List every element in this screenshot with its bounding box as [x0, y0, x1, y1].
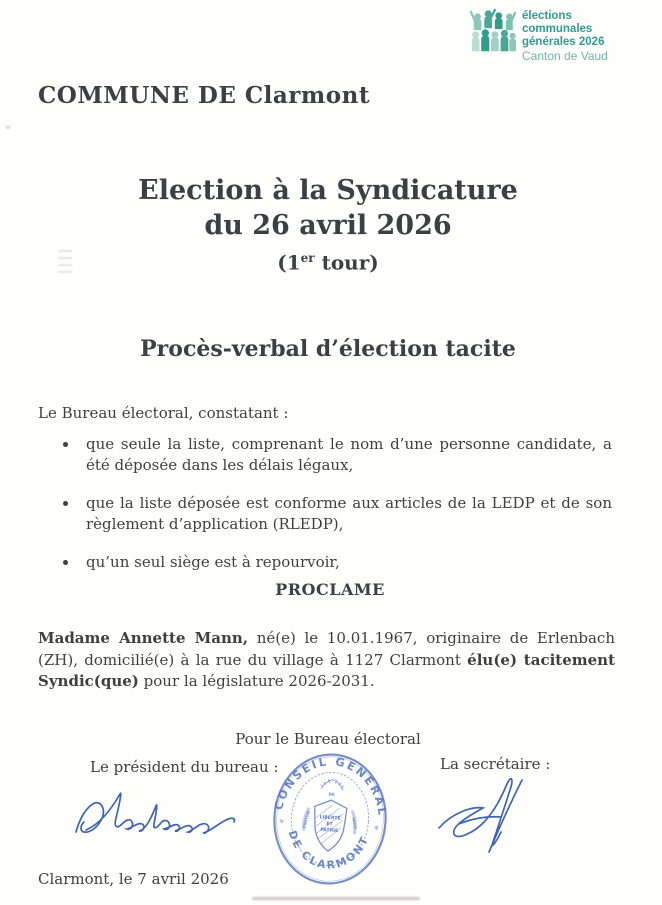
- stamp-ribbon-right: VAUD: [351, 817, 357, 830]
- subtitle: Procès-verbal d’élection tacite: [140, 336, 516, 362]
- stamp-right-star: ✳: [373, 823, 380, 833]
- intro-text: Le Bureau électoral, constatant :: [38, 404, 289, 422]
- bullet-icon: [63, 560, 68, 565]
- elected-statement: élu(e) tacitement Syndic(que): [38, 650, 616, 690]
- stamp-left-star: ✳: [278, 816, 285, 826]
- stamp-ribbon-left: CANTON: [302, 810, 311, 829]
- crowd-people-icon: [468, 6, 516, 58]
- title-line2: du 26 avril 2026: [204, 210, 452, 241]
- president-label: Le président du bureau :: [90, 758, 279, 776]
- title-line3-sup: er: [300, 251, 315, 265]
- bullet-icon: [63, 501, 68, 506]
- title-line3-pre: (1: [277, 250, 301, 275]
- candidate-name: Madame Annette Mann,: [38, 629, 248, 647]
- commune-heading: COMMUNE DE Clarmont: [38, 82, 370, 109]
- logo-line3: générales 2026: [522, 36, 605, 48]
- proclamation-end: pour la législature 2026-2031.: [138, 672, 375, 690]
- proclame-heading: PROCLAME: [275, 580, 385, 599]
- title-line1: Election à la Syndicature: [138, 175, 518, 206]
- list-item: [60, 493, 612, 535]
- main-title: [0, 174, 656, 277]
- secretary-label: La secrétaire :: [440, 755, 551, 773]
- list-item: [60, 552, 612, 573]
- list-item-text: que la liste déposée est conforme aux articles de la LEDP et de son règlement d’application (RLEDP),: [86, 494, 612, 533]
- logo-line1: élections: [522, 10, 572, 22]
- proclamation-paragraph: [38, 628, 615, 693]
- stamp-top-text: CONSEIL GENERAL: [272, 755, 389, 818]
- place-date: Clarmont, le 7 avril 2026: [38, 870, 229, 888]
- elections-logo: [468, 6, 608, 63]
- stamp-motto-3: PATRIE: [320, 827, 339, 835]
- list-item: [60, 434, 612, 476]
- stamp-ribbon-top: DE: [328, 791, 336, 797]
- list-item-text: qu’un seul siège est à repourvoir,: [86, 553, 340, 571]
- logo-canton: Canton de Vaud: [522, 49, 608, 63]
- scan-artifact: [252, 897, 420, 900]
- official-stamp: [261, 746, 398, 893]
- scan-artifact: [6, 126, 10, 129]
- stamp-bottom-text: DE CLARMONT: [285, 828, 372, 872]
- title-line3-post: tour): [314, 250, 379, 275]
- president-signature: [66, 780, 254, 858]
- secretary-signature: [426, 768, 546, 864]
- stamp-motto-1: LIBERTÉ: [319, 815, 341, 822]
- for-bureau-label: Pour le Bureau électoral: [235, 730, 421, 748]
- list-item-text: que seule la liste, comprenant le nom d’une personne candidate, a été déposée dans les délais légaux,: [86, 435, 612, 474]
- proclamation-middle: né(e) le 10.01.1967, originaire de Erlenbach (ZH), domicilié(e) à la rue du village à 1127 Clarmont: [38, 629, 615, 669]
- stamp-motto-2: ET: [326, 822, 333, 828]
- logo-line2: communales: [522, 23, 593, 35]
- scan-artifact: [58, 250, 72, 278]
- findings-list: [60, 434, 612, 590]
- bullet-icon: [63, 442, 68, 447]
- logo-text: [522, 6, 608, 63]
- title-line3: [0, 244, 656, 277]
